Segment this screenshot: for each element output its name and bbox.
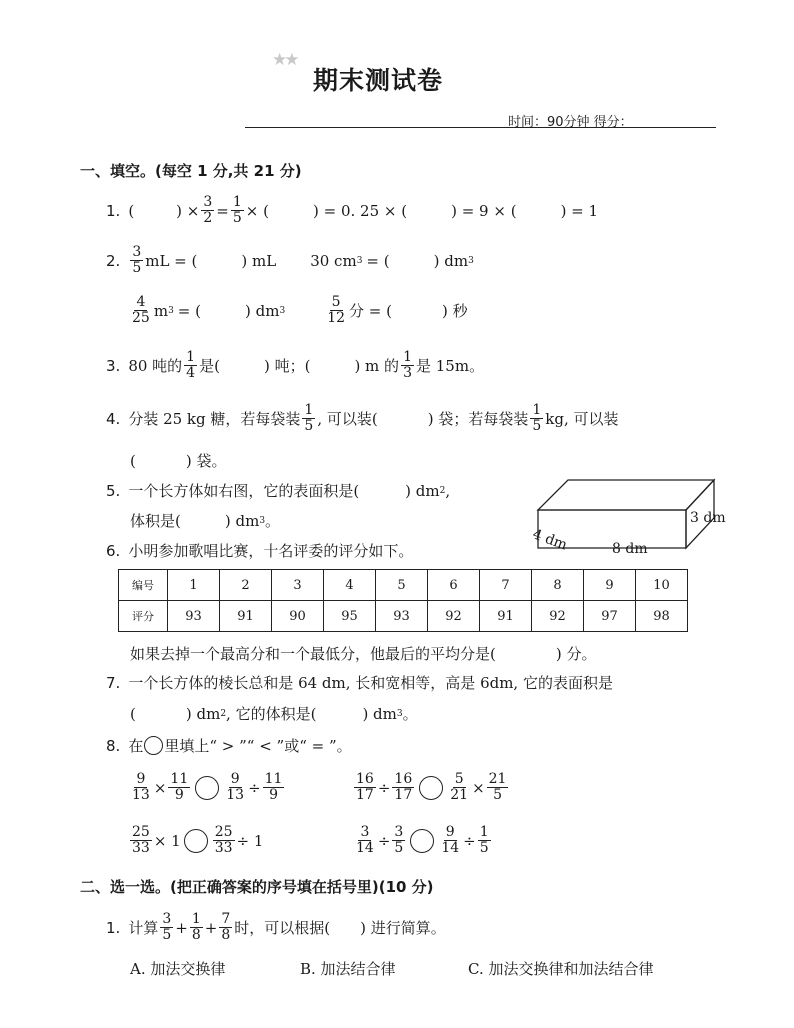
question-1-6-line2 [130, 643, 596, 664]
question-number: 6. [106, 541, 121, 560]
fraction: $\frac{3}{2}$ [203, 194, 213, 226]
text: ) mL [241, 251, 277, 270]
option-b[interactable]: B. 加法结合律 [300, 960, 396, 978]
text: ) m 的 [354, 357, 400, 375]
superscript: 3 [259, 515, 266, 526]
table-cell: 3 [272, 570, 324, 601]
text: ) = 9 × ( [451, 201, 517, 220]
table-cell: 97 [584, 601, 636, 632]
fraction: $\frac{5}{12}$ [327, 294, 346, 326]
operator: ÷ [463, 831, 476, 850]
operator: ÷ [377, 778, 391, 797]
question-1-4-line2 [130, 450, 226, 471]
comparison-3 [128, 825, 263, 856]
comparison-circle[interactable] [419, 776, 443, 800]
question-1-2 [106, 245, 474, 276]
table-cell: 93 [376, 601, 428, 632]
text: 小明参加歌唱比赛，十名评委的评分如下。 [128, 542, 414, 560]
table-cell: 4 [324, 570, 376, 601]
question-1-1 [106, 195, 598, 226]
text: ) 进行简算。 [360, 919, 446, 937]
text: ) 袋。 [185, 452, 227, 470]
text: ) dm [433, 251, 469, 270]
text: ) dm [185, 704, 221, 723]
operator: ÷ [377, 831, 391, 850]
header-rule [245, 127, 716, 128]
text: ) dm [362, 704, 397, 723]
fraction: $\frac{1}{4}$ [186, 349, 196, 381]
fraction: $\frac{16}{17}$ [356, 771, 374, 803]
operator: ÷ 1 [236, 831, 264, 850]
table-cell: 98 [636, 601, 688, 632]
text: 。 [265, 512, 281, 530]
table-cell: 91 [220, 601, 272, 632]
comparison-4 [352, 825, 493, 856]
fraction: $\frac{16}{17}$ [394, 771, 413, 803]
table-cell: 95 [324, 601, 376, 632]
text: ) dm [405, 481, 440, 500]
text: ) 秒 [441, 302, 468, 320]
question-1-4 [106, 403, 619, 434]
comparison-circle[interactable] [410, 829, 434, 853]
fraction: $\frac{5}{21}$ [450, 771, 469, 803]
table-row [119, 570, 688, 601]
fraction: $\frac{9}{13}$ [132, 771, 150, 803]
text: ) = 0. 25 × ( [313, 201, 408, 220]
comparison-circle[interactable] [184, 829, 208, 853]
score-table [118, 569, 688, 632]
operator: × [153, 778, 167, 797]
fraction: $\frac{3}{5}$ [394, 824, 404, 856]
table-row-label: 评分 [119, 601, 168, 632]
superscript: 2 [439, 485, 446, 496]
text: 一个长方体的棱长总和是 64 dm, 长和宽相等，高是 6dm, 它的表面积是 [128, 674, 613, 692]
table-cell: 7 [480, 570, 532, 601]
text: ( [130, 451, 136, 470]
cuboid-height-label: 3 dm [690, 510, 726, 526]
text: 30 cm [310, 251, 357, 270]
operator: × 1 [153, 831, 181, 850]
operator: + [175, 918, 188, 937]
text: ) dm [224, 511, 260, 530]
table-cell: 10 [636, 570, 688, 601]
text: kg, 可以装 [545, 410, 619, 428]
table-cell: 91 [480, 601, 532, 632]
fraction: $\frac{11}{9}$ [264, 771, 283, 803]
superscript: 3 [279, 305, 286, 316]
text: = [216, 201, 229, 220]
cuboid-length-label: 8 dm [612, 541, 648, 557]
text: , 可以装( [317, 410, 378, 428]
question-1-8 [106, 735, 352, 756]
text: 体积是( [130, 512, 181, 530]
text: ) × [176, 201, 200, 220]
comparison-circle[interactable] [144, 736, 163, 755]
text: ) dm [245, 301, 280, 320]
table-cell: 6 [428, 570, 480, 601]
text: 是 15m。 [415, 357, 485, 375]
fraction: $\frac{25}{33}$ [132, 824, 150, 856]
question-1-3 [106, 350, 484, 381]
section-2-heading: 二、选一选。(把正确答案的序号填在括号里)(10 分) [80, 878, 434, 896]
question-number: 3. [106, 356, 121, 375]
text: ) 分。 [555, 645, 597, 663]
text: ( [130, 704, 136, 723]
question-1-5 [106, 480, 450, 501]
fraction: $\frac{3}{5}$ [162, 911, 172, 943]
text: 分装 25 kg 糖，若每袋装 [128, 410, 301, 428]
text: 里填上“ > ”“ < ”或“ = ”。 [164, 737, 352, 755]
table-cell: 8 [532, 570, 584, 601]
fraction: $\frac{11}{9}$ [170, 771, 189, 803]
table-cell: 93 [168, 601, 220, 632]
text: 分 = ( [349, 302, 392, 320]
text: ( [128, 201, 135, 220]
text: 计算 [128, 919, 159, 937]
question-2-1 [106, 912, 446, 943]
table-cell: 2 [220, 570, 272, 601]
comparison-1 [128, 772, 286, 803]
superscript: 3 [468, 255, 474, 266]
text: ) 吨；( [263, 357, 311, 375]
option-c[interactable]: C. 加法交换律和加法结合律 [468, 960, 654, 978]
decorative-stars: ★★ [272, 50, 297, 70]
fraction: $\frac{9}{13}$ [226, 771, 245, 803]
text: m [153, 301, 169, 320]
table-cell: 5 [376, 570, 428, 601]
text: 在 [128, 737, 144, 755]
question-1-2-line2 [128, 295, 468, 326]
text: ) 袋；若每袋装 [427, 410, 529, 428]
fraction: $\frac{9}{14}$ [441, 824, 460, 856]
comparison-circle[interactable] [195, 776, 219, 800]
question-number: 4. [106, 409, 121, 428]
table-cell: 9 [584, 570, 636, 601]
table-row-label: 编号 [119, 570, 168, 601]
question-1-5-line2 [130, 510, 280, 531]
fraction: $\frac{3}{14}$ [356, 824, 374, 856]
table-cell: 92 [428, 601, 480, 632]
time-score-label: 时间：90分钟 得分： [508, 115, 633, 130]
text: mL = ( [145, 251, 198, 270]
text: 80 吨的 [128, 357, 183, 375]
text: 时，可以根据( [234, 919, 331, 937]
question-number: 1. [106, 918, 121, 937]
fraction: $\frac{1}{5}$ [304, 402, 314, 434]
question-number: 5. [106, 481, 121, 500]
text: = ( [366, 251, 390, 270]
fraction: $\frac{1}{5}$ [232, 194, 242, 226]
fraction: $\frac{4}{25}$ [132, 294, 150, 326]
operator: ÷ [248, 778, 261, 797]
question-1-7 [106, 672, 613, 693]
text: 。 [402, 705, 418, 723]
text: 如果去掉一个最高分和一个最低分，他最后的平均分是( [130, 645, 496, 663]
question-number: 2. [106, 251, 121, 270]
section-1-heading: 一、填空。(每空 1 分,共 21 分) [80, 162, 302, 180]
text: × ( [245, 201, 269, 220]
question-number: 8. [106, 736, 121, 755]
option-a[interactable]: A. 加法交换律 [130, 960, 226, 978]
question-1-7-line2 [130, 703, 418, 724]
cuboid-width-label: 4 dm [530, 526, 570, 554]
fraction: $\frac{21}{5}$ [488, 771, 507, 803]
question-number: 7. [106, 673, 121, 692]
text: 一个长方体如右图，它的表面积是( [128, 482, 360, 500]
text: 是( [199, 357, 220, 375]
text: , [445, 481, 451, 500]
superscript: 2 [220, 708, 227, 719]
superscript: 3 [168, 305, 174, 316]
superscript: 3 [356, 255, 363, 266]
fraction: $\frac{1}{3}$ [403, 349, 412, 381]
text: , 它的体积是( [226, 705, 317, 723]
fraction: $\frac{1}{5}$ [479, 824, 489, 856]
table-cell: 92 [532, 601, 584, 632]
table-cell: 1 [168, 570, 220, 601]
fraction: $\frac{25}{33}$ [214, 824, 233, 856]
page-title: 期末测试卷 [313, 66, 444, 95]
operator: + [204, 918, 218, 937]
text: ) = 1 [560, 201, 599, 220]
fraction: $\frac{3}{5}$ [132, 244, 142, 276]
fraction: $\frac{1}{5}$ [532, 402, 542, 434]
superscript: 3 [396, 708, 403, 719]
comparison-2 [352, 772, 510, 803]
question-1-6 [106, 540, 413, 561]
operator: × [472, 778, 485, 797]
table-cell: 90 [272, 601, 324, 632]
fraction: $\frac{1}{8}$ [191, 911, 201, 943]
question-number: 1. [106, 201, 121, 220]
fraction: $\frac{7}{8}$ [221, 911, 231, 943]
table-row [119, 601, 688, 632]
text: = ( [177, 301, 201, 320]
